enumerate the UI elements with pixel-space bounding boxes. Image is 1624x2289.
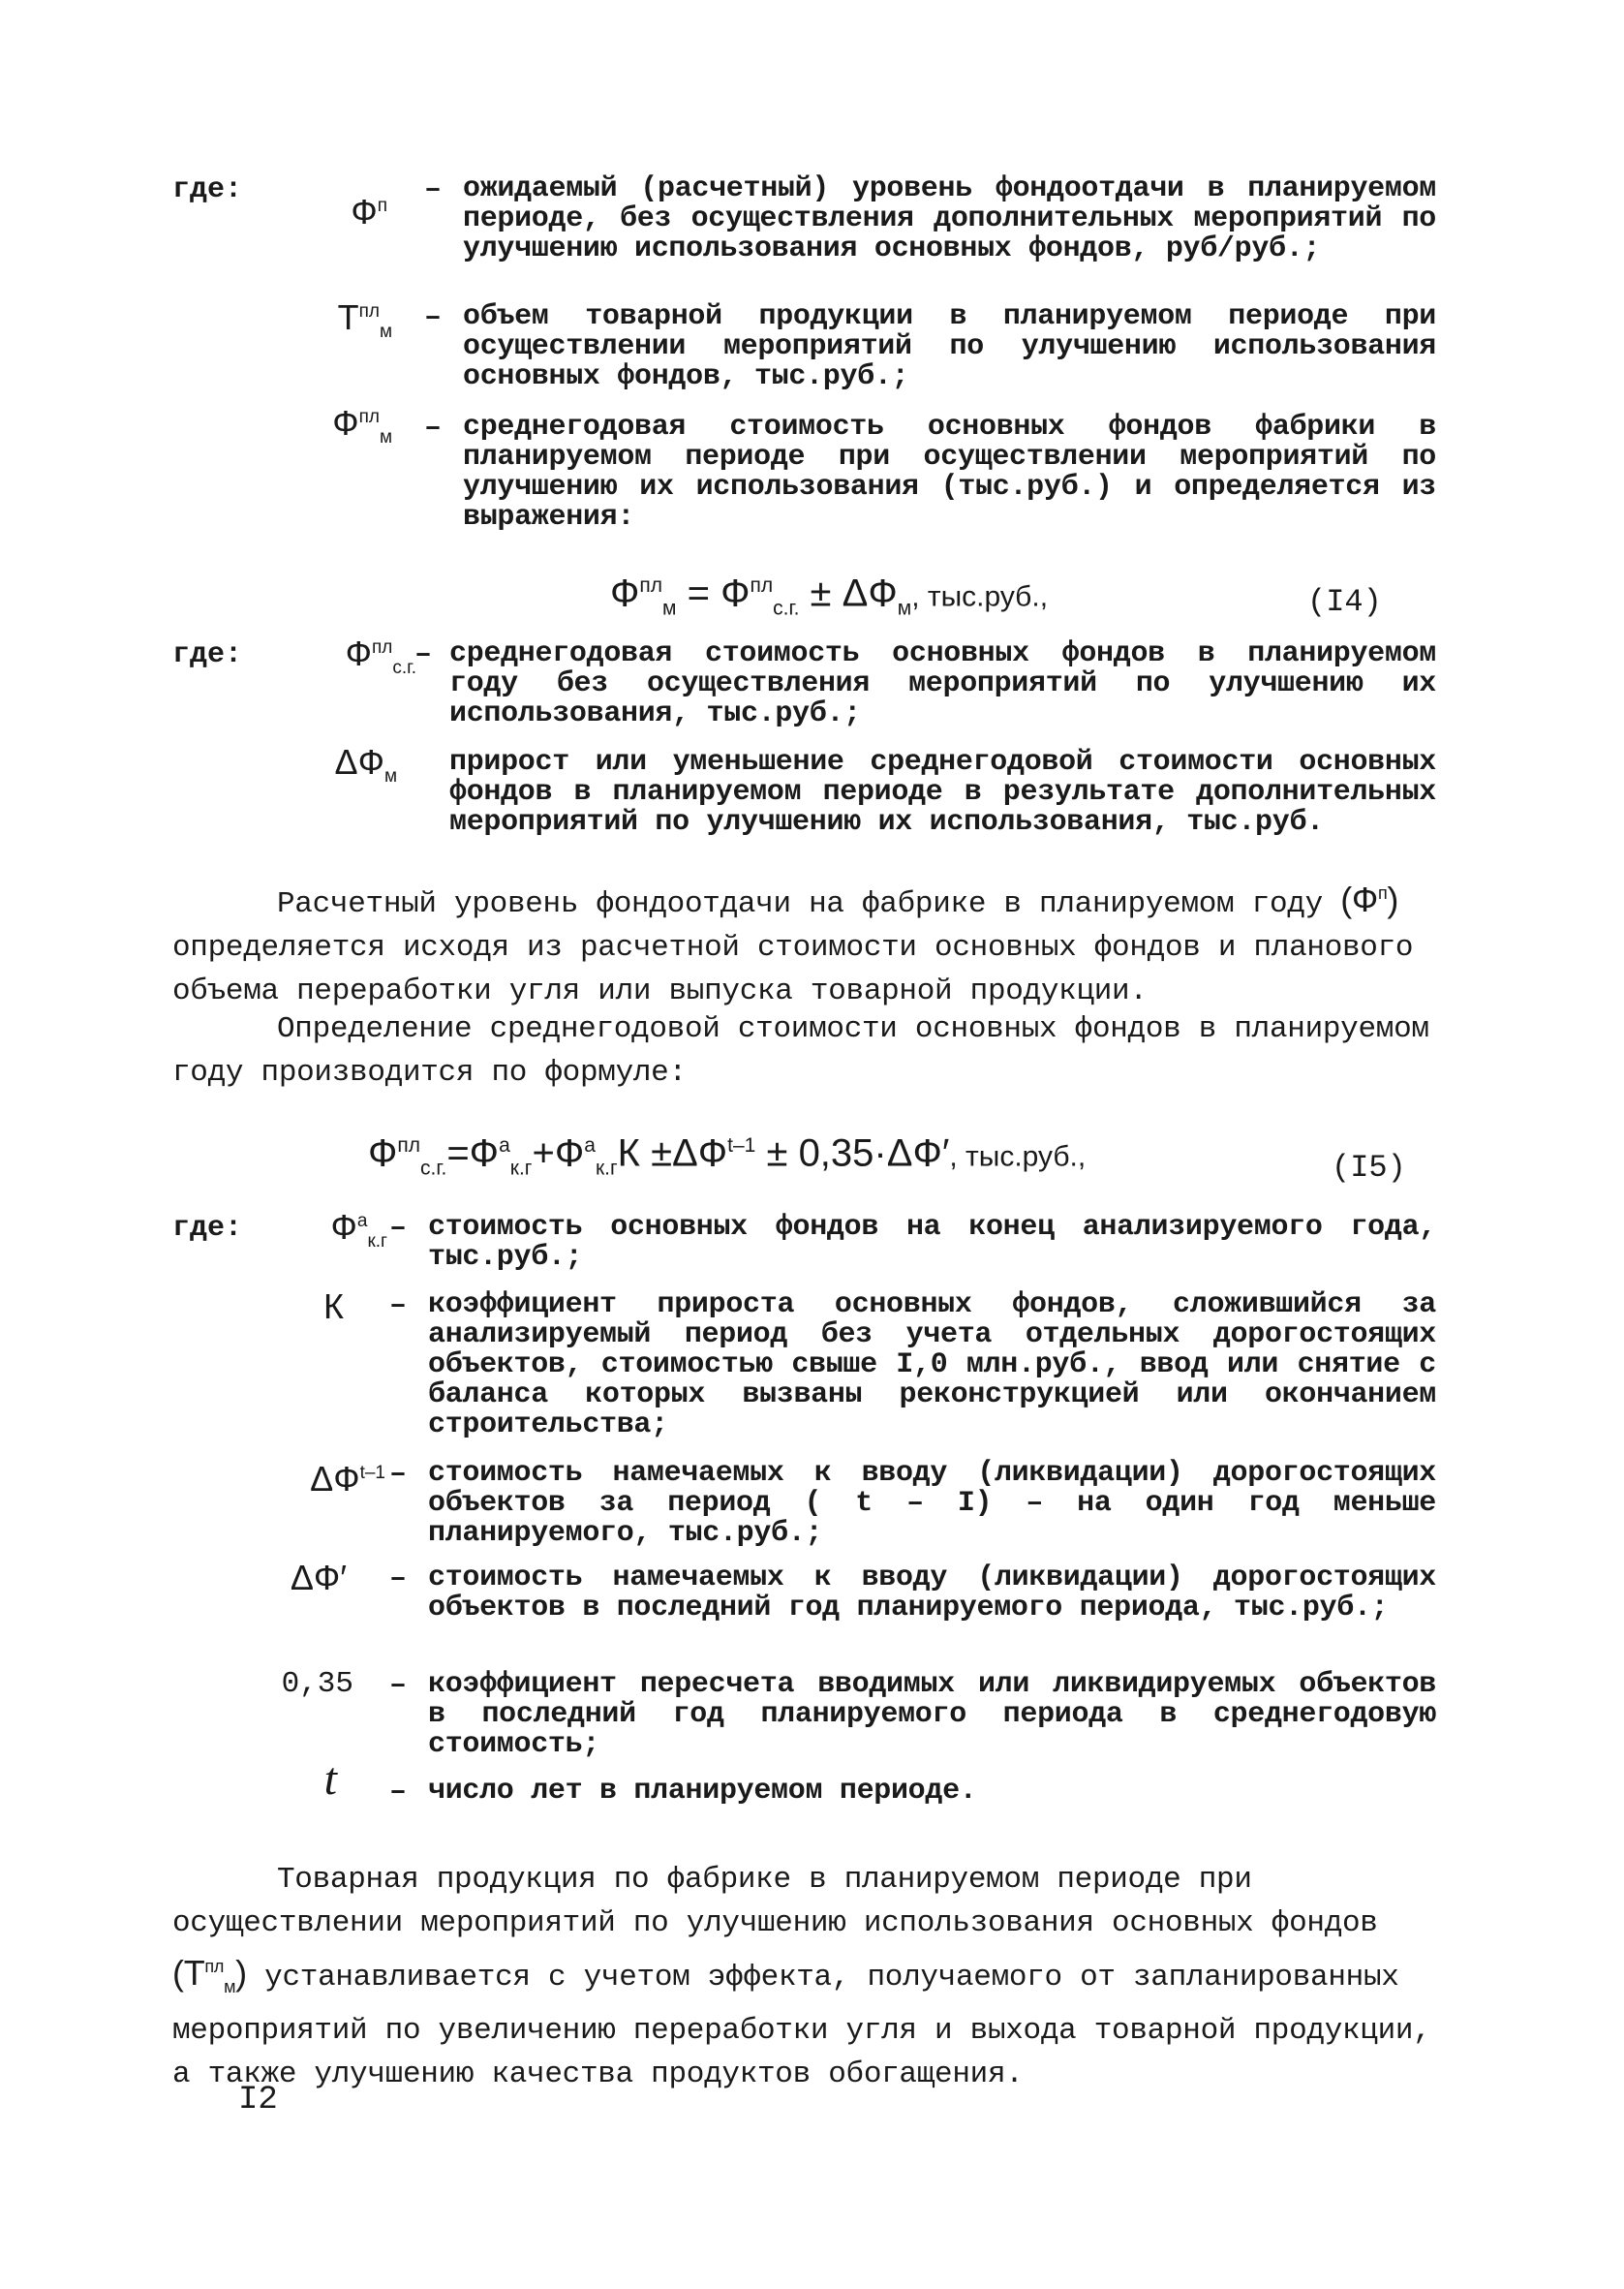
paragraph-1-line-b: определяется исходя из расчетной стоимости основных фондов и планового объема переработки угля или выпуска товарной продукции. xyxy=(172,931,1414,1008)
definition-text: стоимость основных фондов на конец анализируемого года, тыс.руб.; xyxy=(428,1211,1436,1274)
definition-text: стоимость намечаемых к вводу (ликвидации) дорогостоящих объектов в последний год планируемого периода, тыс.руб.; xyxy=(428,1562,1436,1624)
symbol-tm-pl-inline: $(Т^{пл}_м)$ xyxy=(172,1953,247,1997)
equation-number-15: (I5) xyxy=(1332,1150,1406,1186)
symbol-tm-pl: $Т^{пл}_м$ xyxy=(337,297,392,343)
symbol-fp: $Ф^п$ xyxy=(351,192,387,232)
symbol-k: К xyxy=(323,1286,344,1326)
symbol-delta-f-prime: ΔФ′ xyxy=(290,1558,347,1597)
dash: – xyxy=(414,638,433,671)
symbol-delta-f-t1: ΔФ$^{t-1}$ xyxy=(310,1459,385,1499)
where-label-1: где: xyxy=(172,173,243,206)
dash: – xyxy=(389,1289,408,1322)
paragraph-3: Товарная продукция по фабрике в планируемом периоде при осуществлении мероприятий по улучшению использования основных фондов $(Т^{пл}_м)$ устанавливается с учетом эффекта, получаемого от запланированных мероприятий по увеличению переработки угля и выхода товарной продукции, а также улучшению качества продуктов обогащения. xyxy=(172,1863,1431,2092)
symbol-fp-inline: $(Ф^п)$ xyxy=(1340,880,1399,919)
symbol-delta-fm: $\Delta Ф_м$ xyxy=(334,742,397,788)
where-label-3: где: xyxy=(172,1212,243,1245)
formula-15: $Ф^{пл}_{с.г.}=Ф^а_{к.г}+Ф^а_{к.г}К \pm\Delta Ф^{t-1} \pm 0,35\cdot\Delta Ф'$, тыс.руб., xyxy=(368,1131,1087,1180)
definition-text: ожидаемый (расчетный) уровень фондоотдачи в планируемом периоде, без осуществления дополнительных мероприятий по улучшению использования основных фондов, руб/руб.; xyxy=(463,172,1436,265)
page-number: I2 xyxy=(238,2082,278,2119)
symbol-fkg-a: $Ф^а_{к.г}$ xyxy=(330,1207,387,1253)
symbol-fm-pl: $Ф^{пл}_м$ xyxy=(332,403,392,449)
dash: – xyxy=(389,1212,408,1245)
definition-text: объем товарной продукции в планируемом периоде при осуществлении мероприятий по улучшению использования основных фондов, тыс.руб.; xyxy=(463,300,1436,393)
symbol-coef-035: 0,35 xyxy=(281,1667,353,1701)
definition-text: коэффициент прироста основных фондов, сложившийся за анализируемый период без учета отдельных дорогостоящих объектов, стоимостью свыше I,0 млн.руб., ввод или снятие с баланса которых вызваны реконструкцией или окончанием строительства; xyxy=(428,1288,1436,1441)
paragraph-2: Определение среднегодовой стоимости основных фондов в планируемом году производится по формуле: xyxy=(172,1012,1429,1090)
definition-text: коэффициент пересчета вводимых или ликвидируемых объектов в последний год планируемого периода в среднегодовую стоимость; xyxy=(428,1668,1436,1761)
dash: – xyxy=(389,1562,408,1595)
paragraph-1-line-a: Расчетный уровень фондоотдачи на фабрике в планируемом году xyxy=(277,887,1323,921)
dash: – xyxy=(389,1458,408,1491)
symbol-fsg-pl: $Ф^{пл}_{с.г.}$ xyxy=(345,634,416,679)
where-label-2: где: xyxy=(172,638,243,671)
definition-text: среднегодовая стоимость основных фондов в планируемом году без осуществления мероприятий по улучшению их использования, тыс.руб.; xyxy=(449,637,1436,730)
dash: – xyxy=(424,173,443,206)
paragraph-1 xyxy=(172,872,1436,1013)
formula-14: $Ф^{пл}_м = Ф^{пл}_{с.г.} \pm \Delta Ф_м$, тыс.руб., xyxy=(610,572,1049,620)
dash: – xyxy=(389,1776,408,1809)
dash: – xyxy=(389,1669,408,1702)
definition-text: число лет в планируемом периоде. xyxy=(428,1775,977,1808)
definition-text: стоимость намечаемых к вводу (ликвидации) дорогостоящих объектов за период ( t – I) – на один год меньше планируемого, тыс.руб.; xyxy=(428,1457,1436,1550)
definition-text: прирост или уменьшение среднегодовой стоимости основных фондов в планируемом периоде в результате дополнительных мероприятий по улучшению их использования, тыс.руб. xyxy=(449,746,1436,839)
dash: – xyxy=(424,412,443,445)
equation-number-14: (I4) xyxy=(1307,584,1382,620)
dash: – xyxy=(424,301,443,334)
definition-text: среднегодовая стоимость основных фондов фабрики в планируемом периоде при осуществлении мероприятий по улучшению их использования (тыс.руб.) и определяется из выражения: xyxy=(463,411,1436,534)
symbol-t: t xyxy=(323,1753,337,1805)
